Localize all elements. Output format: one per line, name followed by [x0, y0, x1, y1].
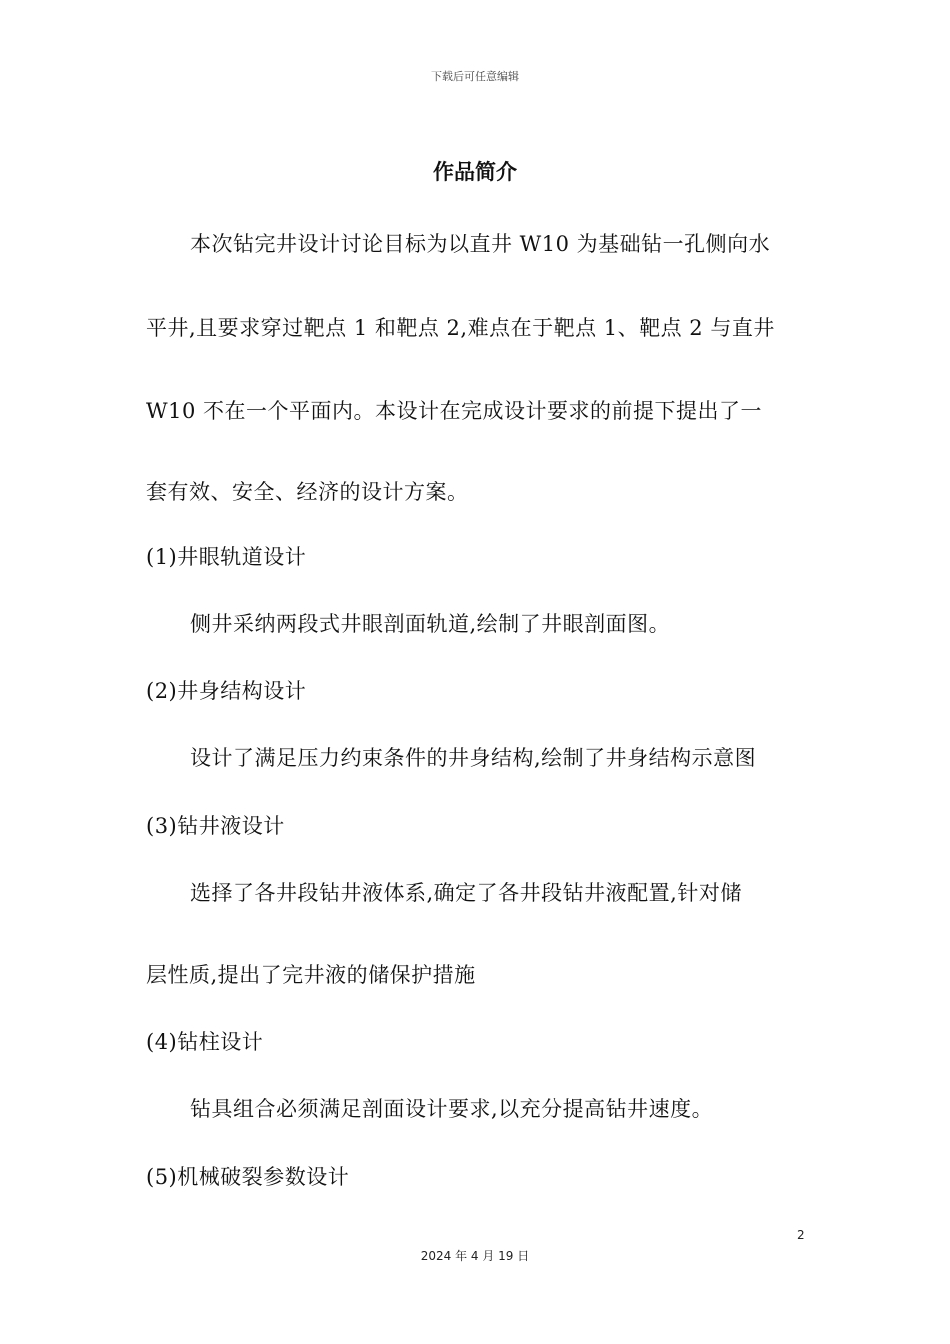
paragraph-line: 平井,且要求穿过靶点 1 和靶点 2,难点在于靶点 1、靶点 2 与直井 [146, 316, 775, 340]
paragraph-line: 钻具组合必须满足剖面设计要求,以充分提高钻井速度。 [190, 1097, 714, 1121]
paragraph-line: 侧井采纳两段式井眼剖面轨道,绘制了井眼剖面图。 [190, 612, 671, 636]
page-title: 作品简介 [433, 160, 517, 184]
paragraph-line: 本次钻完井设计讨论目标为以直井 W10 为基础钻一孔侧向水 [190, 232, 771, 256]
section-heading: (4)钻柱设计 [146, 1030, 264, 1054]
paragraph-line: 层性质,提出了完井液的储保护措施 [146, 963, 476, 987]
paragraph-line: 套有效、安全、经济的设计方案。 [146, 480, 469, 504]
paragraph-line: 选择了各井段钻井液体系,确定了各井段钻井液配置,针对储 [190, 881, 742, 905]
section-heading: (3)钻井液设计 [146, 814, 285, 838]
header-note: 下载后可任意编辑 [431, 70, 519, 83]
footer-date: 2024 年 4 月 19 日 [420, 1249, 530, 1263]
section-heading: (2)井身结构设计 [146, 679, 307, 703]
section-heading: (5)机械破裂参数设计 [146, 1165, 350, 1189]
paragraph-line: 设计了满足压力约束条件的井身结构,绘制了井身结构示意图 [190, 746, 757, 770]
paragraph-line: W10 不在一个平面内。本设计在完成设计要求的前提下提出了一 [146, 399, 762, 423]
page-number: 2 [797, 1228, 805, 1242]
section-heading: (1)井眼轨道设计 [146, 545, 307, 569]
